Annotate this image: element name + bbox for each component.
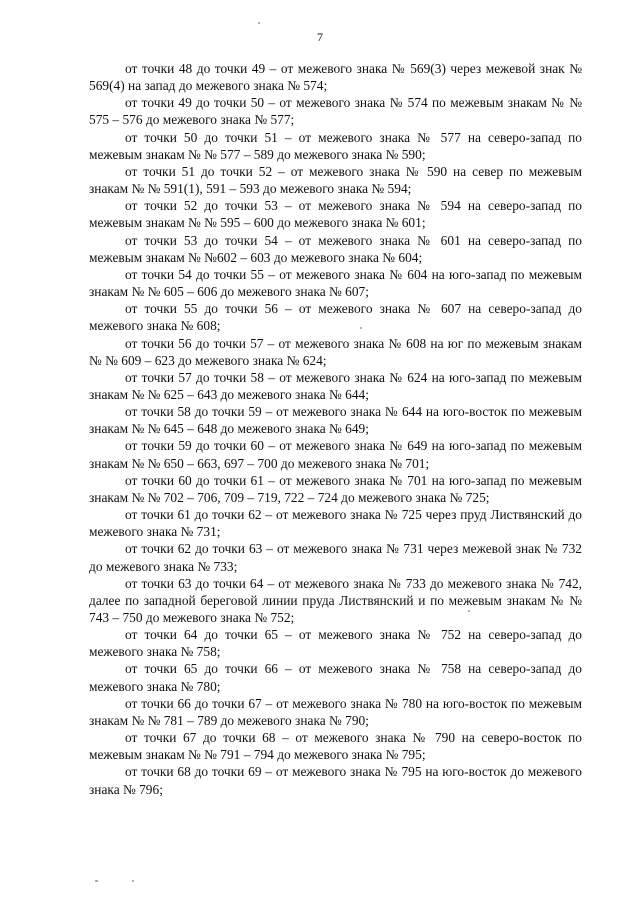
boundary-paragraph: от точки 64 до точки 65 – от межевого знака № 752 на северо-запад до межевого знака № 758; <box>89 627 582 660</box>
boundary-paragraph: от точки 59 до точки 60 – от межевого знака № 649 на юго-запад по межевым знакам № № 650 – 663, 697 – 700 до межевого знака № 701; <box>89 438 582 471</box>
boundary-paragraph: от точки 49 до точки 50 – от межевого знака № 574 по межевым знакам № № 575 – 576 до межевого знака № 577; <box>89 95 582 128</box>
boundary-paragraph: от точки 65 до точки 66 – от межевого знака № 758 на северо-запад до межевого знака № 780; <box>89 661 582 694</box>
boundary-paragraph: от точки 54 до точки 55 – от межевого знака № 604 на юго-запад по межевым знакам № № 605 – 606 до межевого знака № 607; <box>89 266 582 300</box>
scan-speck <box>360 327 362 329</box>
boundary-paragraph: от точки 48 до точки 49 – от межевого знака № 569(3) через межевой знак № 569(4) на запад до межевого знака № 574; <box>89 61 582 94</box>
boundary-paragraph: от точки 51 до точки 52 – от межевого знака № 590 на север по межевым знакам № № 591(1), 591 – 593 до межевого знака № 594; <box>89 163 582 197</box>
boundary-paragraph: от точки 53 до точки 54 – от межевого знака № 601 на северо-запад по межевым знакам № №602 – 603 до межевого знака № 604; <box>89 232 582 265</box>
boundary-paragraph: от точки 62 до точки 63 – от межевого знака № 731 через межевой знак № 732 до межевого знака № 733; <box>89 541 582 574</box>
document-body <box>89 60 582 798</box>
boundary-paragraph: от точки 60 до точки 61 – от межевого знака № 701 на юго-запад по межевым знакам № № 702 – 706, 709 – 719, 722 – 724 до межевого знака № 725; <box>89 472 582 505</box>
scan-speck <box>95 880 98 882</box>
scan-speck <box>468 610 470 612</box>
scan-speck <box>258 22 260 24</box>
boundary-paragraph: от точки 61 до точки 62 – от межевого знака № 725 через пруд Листвянский до межевого знака № 731; <box>89 507 582 540</box>
boundary-paragraph: от точки 68 до точки 69 – от межевого знака № 795 на юго-восток до межевого знака № 796; <box>89 764 582 797</box>
boundary-paragraph: от точки 52 до точки 53 – от межевого знака № 594 на северо-запад по межевым знакам № № 595 – 600 до межевого знака № 601; <box>89 198 582 231</box>
boundary-paragraph: от точки 55 до точки 56 – от межевого знака № 607 на северо-запад до межевого знака № 608; <box>89 301 582 334</box>
boundary-paragraph: от точки 56 до точки 57 – от межевого знака № 608 на юг по межевым знакам № № 609 – 623 до межевого знака № 624; <box>89 335 582 368</box>
boundary-paragraph: от точки 63 до точки 64 – от межевого знака № 733 до межевого знака № 742, далее по западной береговой линии пруда Листвянский и по межевым знакам № № 743 – 750 до межевого знака № 752; <box>89 575 582 625</box>
scan-speck <box>132 880 134 882</box>
boundary-paragraph: от точки 57 до точки 58 – от межевого знака № 624 на юго-запад по межевым знакам № № 625 – 643 до межевого знака № 644; <box>89 369 582 402</box>
boundary-paragraph: от точки 50 до точки 51 – от межевого знака № 577 на северо-запад по межевым знакам № № 577 – 589 до межевого знака № 590; <box>89 129 582 162</box>
boundary-paragraph: от точки 58 до точки 59 – от межевого знака № 644 на юго-восток по межевым знакам № № 645 – 648 до межевого знака № 649; <box>89 404 582 437</box>
page-number: 7 <box>317 30 323 44</box>
boundary-paragraph: от точки 66 до точки 67 – от межевого знака № 780 на юго-восток по межевым знакам № № 781 – 789 до межевого знака № 790; <box>89 695 582 728</box>
boundary-paragraph: от точки 67 до точки 68 – от межевого знака № 790 на северо-восток по межевым знакам № № 791 – 794 до межевого знака № 795; <box>89 730 582 763</box>
